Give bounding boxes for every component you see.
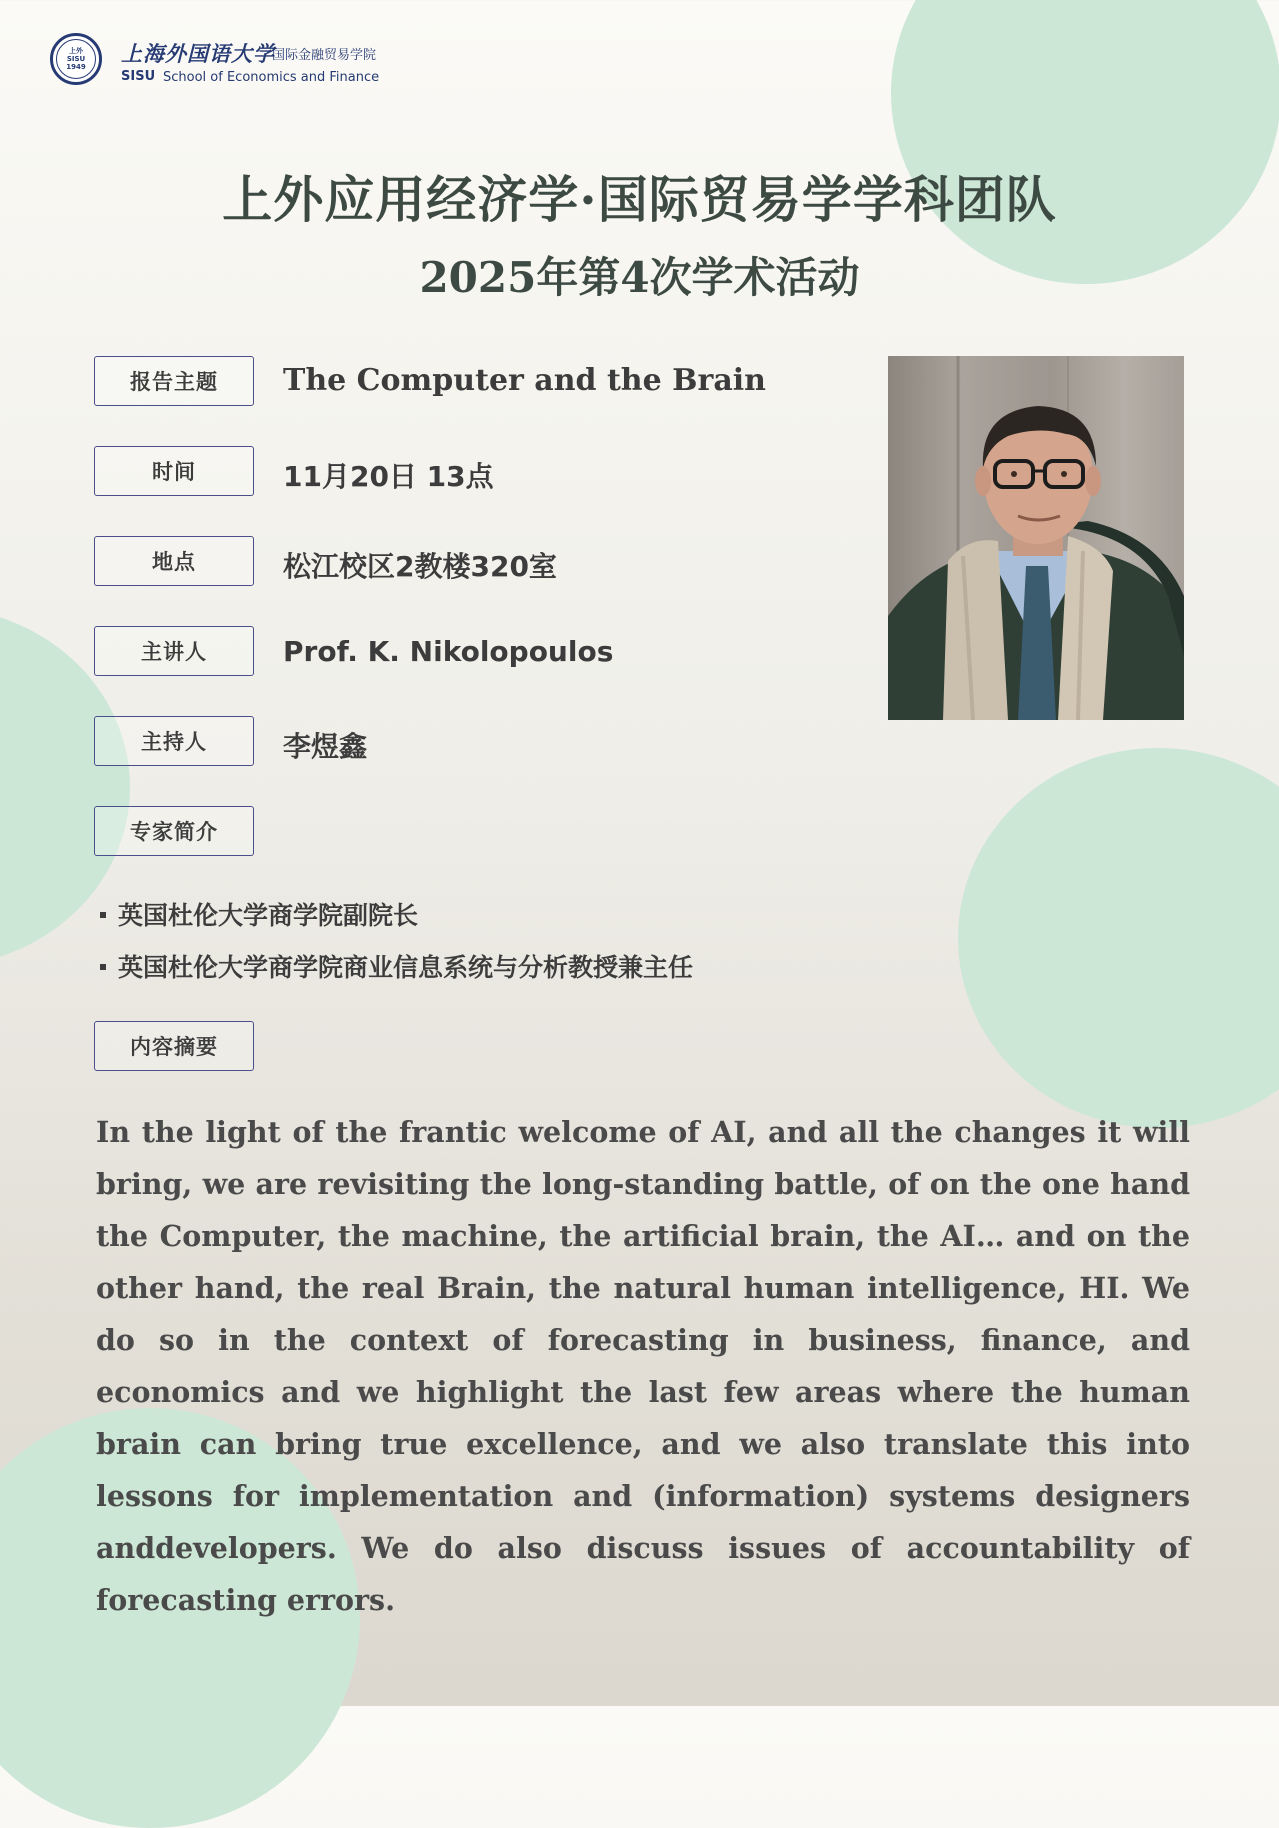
label-location: 地点: [94, 536, 254, 586]
label-speaker: 主讲人: [94, 626, 254, 676]
seal-text-year: 1949: [66, 63, 86, 71]
value-host: 李煜鑫: [283, 730, 368, 763]
seal-text-top: 上外: [69, 47, 83, 55]
poster-subtitle: 2025年第4次学术活动: [419, 253, 860, 302]
bullet-icon: [100, 912, 106, 918]
school-name-en: School of Economics and Finance: [163, 70, 380, 85]
label-abstract: 内容摘要: [94, 1021, 254, 1071]
poster-title: 上外应用经济学·国际贸易学学科团队: [222, 170, 1057, 229]
value-location: 松江校区2教楼320室: [283, 550, 557, 583]
label-topic: 报告主题: [94, 356, 254, 406]
bio-item: [100, 948, 693, 984]
speaker-portrait-illustration: [888, 356, 1184, 720]
speaker-photo: [888, 356, 1184, 720]
bio-item: [100, 896, 418, 932]
university-abbr: SISU: [121, 69, 156, 84]
university-name-cn: 上海外国语大学: [121, 41, 275, 66]
value-topic: The Computer and the Brain: [283, 363, 766, 398]
abstract-text: In the light of the frantic welcome of AI, and all the changes it will bring, we are revisiting the long-standing battle, of on the one hand the Computer, the machine, the artificial brain, the AI… and on the other hand, the real Brain, the natural human intelligence, HI. We do so in the context of forecasting in business, finance, and economics and we highlight the last few areas where the human brain can bring true excellence, and we also translate this into lessons for implementation and (information) systems designers anddevelopers. We do also discuss issues of accountability of forecasting errors.: [96, 1115, 1190, 1617]
bio-item-text: 英国杜伦大学商学院商业信息系统与分析教授兼主任: [118, 953, 694, 982]
school-name-cn: 国际金融贸易学院: [272, 48, 377, 63]
decor-circle-top-right: [891, 0, 1279, 284]
seal-text-mid: SISU: [66, 55, 86, 63]
decor-circle-right: [958, 748, 1279, 1128]
value-time: 11月20日 13点: [283, 460, 494, 493]
bullet-icon: [100, 964, 106, 970]
university-seal-logo: [50, 33, 102, 85]
value-speaker: Prof. K. Nikolopoulos: [283, 635, 614, 668]
label-time: 时间: [94, 446, 254, 496]
label-bio: 专家简介: [94, 806, 254, 856]
bio-item-text: 英国杜伦大学商学院副院长: [118, 901, 419, 930]
label-host: 主持人: [94, 716, 254, 766]
